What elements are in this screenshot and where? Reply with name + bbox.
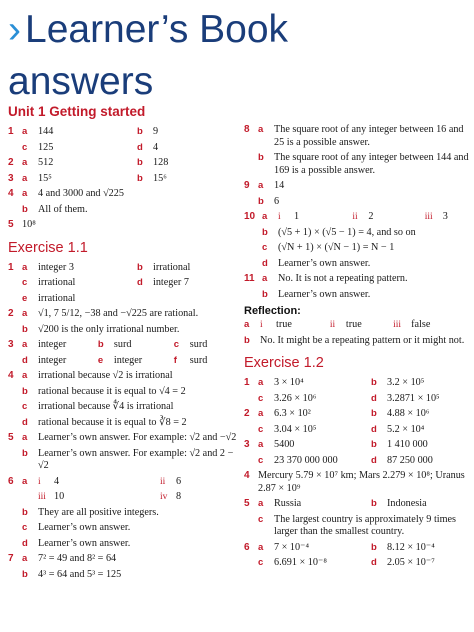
answer-text: No. It might be a repeating pattern or it might not. xyxy=(260,334,465,346)
answer-text: 87 250 000 xyxy=(387,454,433,466)
part-label: a xyxy=(22,172,28,184)
part-label: a xyxy=(22,432,28,443)
part-label: a xyxy=(22,339,28,350)
answer-text: 3 xyxy=(442,211,448,222)
sub-label: iii xyxy=(38,492,46,502)
answer-text: 6.691 × 10⁻⁸ xyxy=(274,557,327,568)
answer-text: 15⁵ xyxy=(38,172,52,184)
answer-text: 15⁶ xyxy=(153,172,167,184)
answer-text: irrational xyxy=(38,277,76,288)
answer-text: 4³ = 64 and 5³ = 125 xyxy=(38,568,122,580)
answer-text: false xyxy=(411,319,431,330)
answer-row xyxy=(8,308,238,321)
answer-text: 14 xyxy=(274,180,285,191)
sub-label: ii xyxy=(160,476,166,487)
part-label: b xyxy=(137,172,143,184)
answer-text: Learner’s own answer. For example: √2 and 2 − √2 xyxy=(38,447,234,471)
question-number: 1 xyxy=(8,126,14,137)
answer-text: integer xyxy=(113,354,143,366)
answer-row xyxy=(8,417,238,430)
answer-row xyxy=(244,393,470,406)
answer-text: 3.26 × 10⁶ xyxy=(274,392,317,404)
answer-row xyxy=(244,124,470,149)
answer-text: integer xyxy=(38,339,67,350)
answer-row xyxy=(244,377,470,390)
question-number: 1 xyxy=(8,261,14,273)
answer-row xyxy=(8,538,238,551)
part-label: b xyxy=(244,334,250,346)
answer-text: surd xyxy=(189,354,208,366)
answer-row xyxy=(244,542,470,555)
part-label: a xyxy=(262,273,268,284)
answer-text: 10 xyxy=(54,491,65,502)
answer-row xyxy=(8,491,238,504)
part-label: d xyxy=(371,454,377,466)
answer-text: (√5 + 1) × (√5 − 1) = 4, and so on xyxy=(278,226,416,238)
answer-text: No. It is not a repeating pattern. xyxy=(278,273,408,284)
part-label: b xyxy=(137,126,143,137)
answer-row xyxy=(244,227,470,240)
answer-row xyxy=(8,262,238,275)
answer-row xyxy=(8,476,238,489)
part-label: a xyxy=(258,498,264,509)
answer-text: The largest country is approximately 9 times larger than the smallest country. xyxy=(274,513,457,537)
part-label: d xyxy=(22,354,28,366)
answer-text: Learner’s own answer. xyxy=(278,257,371,269)
question-number: 5 xyxy=(8,219,14,230)
part-label: b xyxy=(262,226,268,238)
question-number: 5 xyxy=(8,432,14,443)
answer-text: Mercury 5.79 × 10⁷ km; Mars 2.279 × 10⁸; Uranus 2.87 × 10⁹ xyxy=(258,470,465,494)
answer-text: rational because it is equal to √4 = 2 xyxy=(38,385,186,397)
question-number: 4 xyxy=(244,470,250,481)
answer-text: rational because it is equal to ∛8 = 2 xyxy=(38,416,187,428)
part-label: a xyxy=(22,126,28,137)
part-label: b xyxy=(371,408,377,419)
part-label: d xyxy=(371,423,377,435)
answer-text: Indonesia xyxy=(387,498,427,509)
answer-row xyxy=(244,557,470,570)
title-line-1: Learner’s Book xyxy=(25,8,289,51)
part-label: a xyxy=(258,408,264,419)
part-label: c xyxy=(22,401,28,412)
answer-text: (√N + 1) × (√N − 1) = N − 1 xyxy=(278,242,395,253)
answer-text: The square root of any integer between 16 and 25 is a possible answer. xyxy=(274,124,464,148)
answer-text: 3.04 × 10⁵ xyxy=(274,423,317,435)
part-label: c xyxy=(22,522,28,533)
part-label: a xyxy=(258,377,264,388)
answer-text: surd xyxy=(113,339,132,350)
exercise-heading: Exercise 1.2 xyxy=(244,355,324,371)
answer-text: 3 × 10⁴ xyxy=(274,377,304,388)
answer-row xyxy=(8,126,238,139)
answer-row xyxy=(244,470,470,495)
part-label: a xyxy=(22,475,28,487)
part-label: b xyxy=(22,385,28,397)
part-label: b xyxy=(22,506,28,518)
answer-row xyxy=(244,152,470,177)
answer-text: 4 xyxy=(54,475,60,487)
answer-row xyxy=(244,211,470,224)
question-number: 5 xyxy=(244,498,250,509)
question-number: 8 xyxy=(244,124,250,135)
sub-label: ii xyxy=(329,320,336,330)
answer-row xyxy=(8,448,238,473)
answer-text: irrational xyxy=(38,292,76,304)
answer-row xyxy=(244,498,470,511)
part-label: f xyxy=(173,354,177,366)
sub-label: iv xyxy=(160,492,168,502)
question-number: 1 xyxy=(244,377,250,388)
answer-text: irrational because ∜4 is irrational xyxy=(38,401,174,412)
part-label: e xyxy=(97,354,104,366)
part-label: b xyxy=(22,568,28,580)
part-label: d xyxy=(137,141,143,153)
answer-text: 125 xyxy=(38,141,54,153)
part-label: a xyxy=(258,124,264,135)
answer-row xyxy=(8,522,238,535)
part-label: e xyxy=(22,292,28,304)
answer-text: 5400 xyxy=(274,439,295,450)
answer-text: 6 xyxy=(176,475,182,487)
answer-text: integer 7 xyxy=(153,277,189,288)
answer-text: 8 xyxy=(176,491,182,502)
part-label: b xyxy=(371,541,377,553)
answer-row xyxy=(8,219,238,232)
answer-row xyxy=(244,514,470,539)
answer-row xyxy=(244,242,470,255)
question-number: 2 xyxy=(244,408,250,419)
question-number: 6 xyxy=(8,475,14,487)
part-label: b xyxy=(22,203,28,215)
answer-row xyxy=(8,277,238,290)
question-number: 2 xyxy=(8,157,14,168)
answer-row xyxy=(8,553,238,566)
reflection-heading: Reflection: xyxy=(244,305,301,317)
sub-label: i xyxy=(38,476,41,487)
answer-row xyxy=(8,157,238,170)
answer-row xyxy=(8,142,238,155)
question-number: 9 xyxy=(244,180,250,191)
part-label: c xyxy=(173,339,180,350)
part-label: b xyxy=(371,439,377,450)
part-label: b xyxy=(22,447,28,459)
answer-row xyxy=(8,188,238,201)
answer-text: 23 370 000 000 xyxy=(274,454,338,466)
answer-text: 128 xyxy=(153,157,169,168)
part-label: b xyxy=(258,152,264,163)
part-label: a xyxy=(22,553,28,564)
part-label: b xyxy=(137,157,143,168)
answer-row xyxy=(244,319,470,332)
question-number: 10 xyxy=(244,211,256,222)
answer-text: 4.88 × 10⁶ xyxy=(387,408,430,419)
part-label: c xyxy=(258,557,264,568)
answer-text: 4 xyxy=(153,141,159,153)
part-label: a xyxy=(22,261,28,273)
answer-row xyxy=(244,289,470,302)
answer-text: 7 × 10⁻⁴ xyxy=(274,541,310,553)
answer-text: 7² = 49 and 8² = 64 xyxy=(38,553,117,564)
answer-row xyxy=(244,455,470,468)
part-label: c xyxy=(262,242,268,253)
part-label: a xyxy=(258,180,264,191)
part-label: d xyxy=(371,392,377,404)
answer-text: Russia xyxy=(274,498,302,509)
part-label: a xyxy=(22,157,28,168)
answer-text: true xyxy=(276,319,292,330)
answer-text: 1 xyxy=(294,211,300,222)
answer-text: Learner’s own answer. xyxy=(278,288,371,300)
question-number: 3 xyxy=(244,439,250,450)
part-label: b xyxy=(97,339,104,350)
question-number: 11 xyxy=(244,273,255,284)
answer-row xyxy=(8,355,238,368)
answer-row xyxy=(8,370,238,383)
sub-label: i xyxy=(260,320,263,330)
part-label: a xyxy=(258,541,264,553)
answer-row xyxy=(244,335,470,348)
part-label: d xyxy=(137,277,143,288)
answer-row xyxy=(8,386,238,399)
answer-text: 6 xyxy=(274,195,280,207)
question-number: 6 xyxy=(244,541,250,553)
answer-text: They are all positive integers. xyxy=(38,506,159,518)
answer-text: 2 xyxy=(368,211,374,222)
answer-row xyxy=(8,173,238,186)
answer-text: irrational xyxy=(153,261,191,273)
answer-row xyxy=(244,439,470,452)
answer-row xyxy=(8,401,238,414)
answer-row xyxy=(8,204,238,217)
sub-label: iii xyxy=(393,320,402,330)
part-label: b xyxy=(137,261,143,273)
answer-text: irrational because √2 is irrational xyxy=(38,370,173,381)
answer-text: 10⁸ xyxy=(22,219,36,230)
part-label: d xyxy=(22,537,28,549)
sub-label: ii xyxy=(352,212,358,222)
answer-text: The square root of any integer between 144 and 169 is a possible answer. xyxy=(274,152,469,176)
question-number: 3 xyxy=(8,339,14,350)
exercise-heading: Exercise 1.1 xyxy=(8,239,88,256)
unit-heading: Unit 1 Getting started xyxy=(8,104,146,119)
answer-row xyxy=(8,432,238,445)
answer-text: surd xyxy=(189,339,208,350)
part-label: c xyxy=(258,423,264,435)
page-title xyxy=(8,4,288,108)
answer-row xyxy=(8,324,238,337)
answer-row xyxy=(8,293,238,306)
answer-row xyxy=(244,424,470,437)
answer-text: Learner’s own answer. For example: √2 and −√2 xyxy=(38,432,237,443)
answer-text: Learner’s own answer. xyxy=(38,522,131,533)
part-label: c xyxy=(258,392,264,404)
part-label: d xyxy=(22,416,28,428)
part-label: a xyxy=(244,319,250,330)
answer-row xyxy=(244,273,470,286)
answer-row xyxy=(8,569,238,582)
answer-text: 3.2 × 10⁵ xyxy=(387,377,425,388)
question-number: 7 xyxy=(8,553,14,564)
question-number: 2 xyxy=(8,308,14,319)
part-label: a xyxy=(22,308,28,319)
part-label: a xyxy=(262,211,268,222)
chevron-right-icon: › xyxy=(8,8,21,51)
answer-text: Learner’s own answer. xyxy=(38,537,131,549)
answer-text: 8.12 × 10⁻⁴ xyxy=(387,541,435,553)
part-label: b xyxy=(22,323,28,335)
answer-text: 1 410 000 xyxy=(387,439,428,450)
question-number: 3 xyxy=(8,172,14,184)
answer-row xyxy=(244,408,470,421)
part-label xyxy=(22,491,38,504)
part-label: b xyxy=(258,195,264,207)
answer-text: √1, 7 5/12, −38 and −√225 are rational. xyxy=(38,308,199,319)
sub-label: i xyxy=(278,212,281,222)
answer-text: √200 is the only irrational number. xyxy=(38,323,180,335)
answer-text: 9 xyxy=(153,126,159,137)
part-label: c xyxy=(22,141,28,153)
answer-row xyxy=(8,339,238,352)
part-label: b xyxy=(262,288,268,300)
answer-text: 5.2 × 10⁴ xyxy=(387,423,425,435)
answer-row xyxy=(244,180,470,193)
part-label: d xyxy=(371,557,377,568)
answer-text: 3.2871 × 10⁵ xyxy=(387,392,440,404)
answer-text: 512 xyxy=(38,157,54,168)
part-label: b xyxy=(371,377,377,388)
answer-text: true xyxy=(345,319,362,330)
answer-text: integer xyxy=(38,354,67,366)
part-label: a xyxy=(22,188,28,199)
answer-row xyxy=(244,258,470,271)
part-label: a xyxy=(22,370,28,381)
part-label: c xyxy=(22,277,28,288)
title-line-2: answers xyxy=(8,60,154,103)
sub-label: iii xyxy=(424,212,433,222)
question-number: 4 xyxy=(8,188,14,199)
right-column xyxy=(244,124,470,573)
answer-text: 2.05 × 10⁻⁷ xyxy=(387,557,435,568)
part-label: c xyxy=(258,454,264,466)
part-label: d xyxy=(262,257,268,269)
part-label: a xyxy=(258,439,264,450)
question-number: 4 xyxy=(8,370,14,381)
answer-row xyxy=(244,196,470,209)
answer-text: All of them. xyxy=(38,203,88,215)
left-column xyxy=(8,102,238,584)
answer-text: 6.3 × 10² xyxy=(274,408,311,419)
answer-text: 144 xyxy=(38,126,54,137)
answer-text: integer 3 xyxy=(38,261,74,273)
part-label: b xyxy=(371,498,377,509)
answer-text: 4 and 3000 and √225 xyxy=(38,188,124,199)
answer-row xyxy=(8,507,238,520)
part-label: c xyxy=(258,513,264,525)
